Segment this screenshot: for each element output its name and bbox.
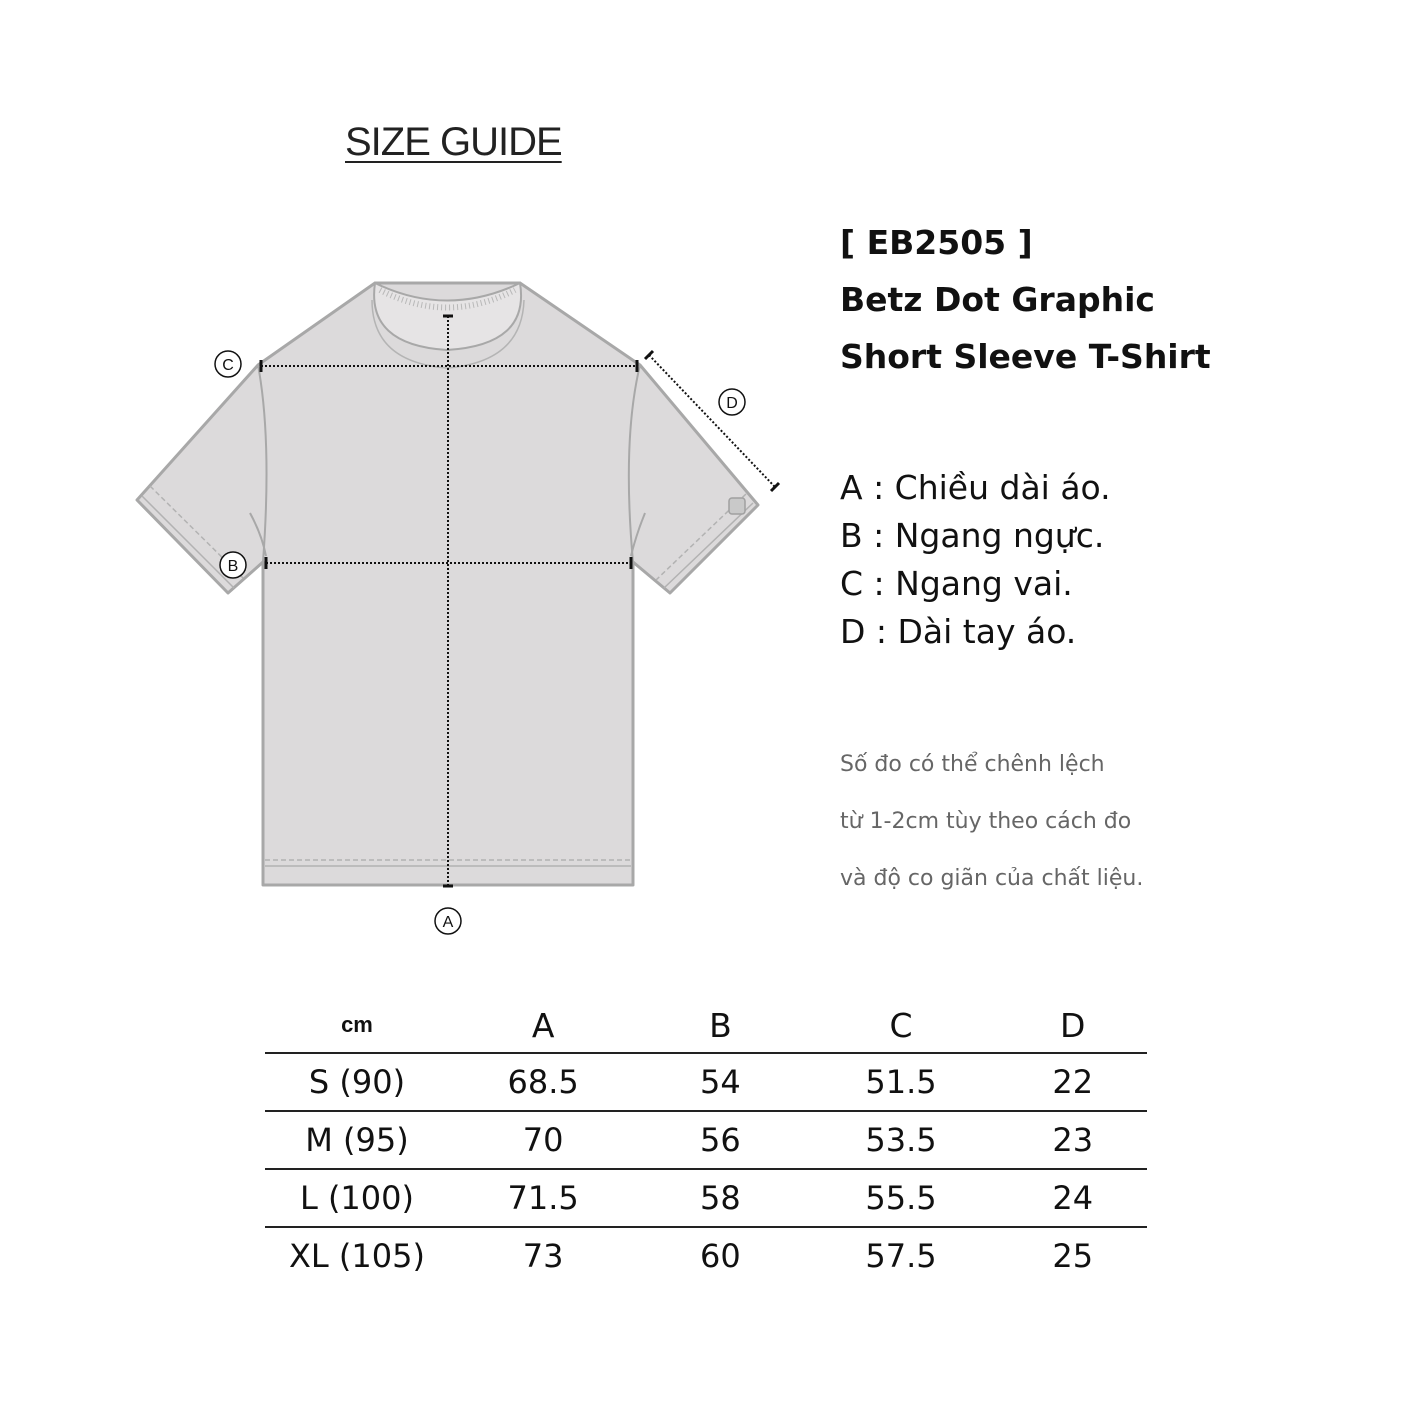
value-cell: 53.5 (803, 1111, 998, 1169)
value-cell: 58 (637, 1169, 803, 1227)
svg-text:B: B (227, 558, 239, 575)
header-unit: cm (341, 1012, 373, 1037)
header-d: D (1060, 1005, 1086, 1045)
table-header-row (265, 998, 1147, 1053)
table-row (265, 1227, 1147, 1284)
product-code: [ EB2505 ] (840, 223, 1033, 262)
table-row (265, 1169, 1147, 1227)
measurement-legend (840, 464, 1111, 656)
value-cell: 23 (998, 1111, 1147, 1169)
product-info (840, 214, 1211, 385)
page-title: SIZE GUIDE (345, 120, 562, 164)
note-line: Số đo có thể chênh lệch (840, 752, 1105, 777)
value-cell: 24 (998, 1169, 1147, 1227)
label-c-marker (215, 351, 241, 377)
value-cell: 54 (637, 1053, 803, 1111)
value-cell: 73 (449, 1227, 637, 1284)
value-cell: 71.5 (449, 1169, 637, 1227)
legend-item: D : Dài tay áo. (840, 612, 1077, 651)
table-row (265, 1111, 1147, 1169)
header-b: B (709, 1005, 732, 1045)
size-table (265, 998, 1147, 1284)
note-line: và độ co giãn của chất liệu. (840, 866, 1144, 891)
label-a-marker (435, 908, 461, 934)
legend-item: B : Ngang ngực. (840, 516, 1105, 555)
value-cell: 57.5 (803, 1227, 998, 1284)
value-cell: 55.5 (803, 1169, 998, 1227)
value-cell: 60 (637, 1227, 803, 1284)
table-row (265, 1053, 1147, 1111)
value-cell: 70 (449, 1111, 637, 1169)
header-a: A (531, 1005, 555, 1045)
note-line: từ 1-2cm tùy theo cách đo (840, 809, 1132, 834)
product-name-line2: Short Sleeve T-Shirt (840, 337, 1211, 376)
value-cell: 51.5 (803, 1053, 998, 1111)
header-c: C (889, 1005, 913, 1045)
size-cell: L (100) (265, 1169, 449, 1227)
value-cell: 68.5 (449, 1053, 637, 1111)
size-cell: M (95) (265, 1111, 449, 1169)
svg-text:C: C (222, 357, 234, 374)
product-name-line1: Betz Dot Graphic (840, 280, 1155, 319)
label-b-marker (220, 552, 246, 578)
measurement-note (840, 736, 1143, 907)
size-cell: S (90) (265, 1053, 449, 1111)
label-d-marker (719, 389, 745, 415)
legend-item: A : Chiều dài áo. (840, 468, 1111, 507)
svg-text:D: D (726, 395, 738, 412)
value-cell: 22 (998, 1053, 1147, 1111)
sleeve-tag (729, 498, 745, 514)
value-cell: 56 (637, 1111, 803, 1169)
svg-text:A: A (442, 914, 454, 931)
value-cell: 25 (998, 1227, 1147, 1284)
size-cell: XL (105) (265, 1227, 449, 1284)
legend-item: C : Ngang vai. (840, 564, 1073, 603)
